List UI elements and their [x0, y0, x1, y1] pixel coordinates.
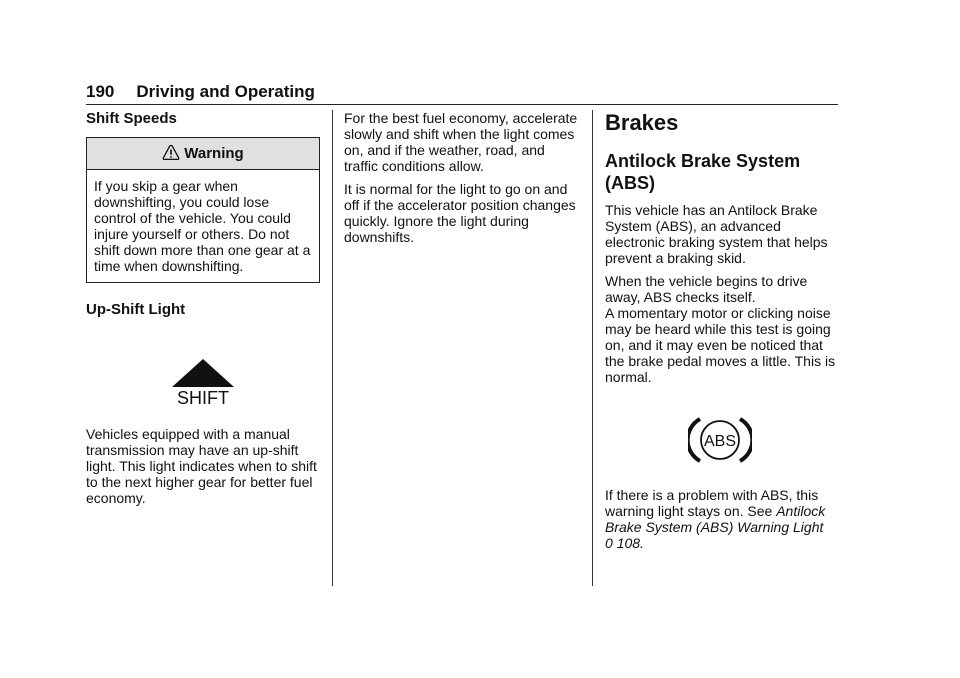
column-divider	[332, 110, 333, 586]
warning-box	[86, 137, 320, 283]
upshift-description: Vehicles equipped with a manual transmission may have an up-shift light. This light indicates when to shift to the next higher gear for better fuel economy.	[86, 426, 317, 506]
column-1	[86, 110, 320, 513]
abs-intro-paragraph: This vehicle has an Antilock Brake System (ABS), an advanced electronic braking system that helps prevent a braking skid.	[605, 202, 828, 266]
light-behavior-paragraph: It is normal for the light to go on and off if the accelerator position changes quickly. Ignore the light during downshifts.	[344, 181, 576, 245]
abs-icon-label: ABS	[703, 433, 737, 450]
warning-icon	[162, 144, 180, 161]
abs-warning-light-icon	[688, 415, 752, 465]
shift-speeds-heading: Shift Speeds	[86, 110, 177, 127]
column-divider	[592, 110, 593, 586]
warning-text: If you skip a gear when downshifting, you could lose control of the vehicle. You could injure yourself or others. Do not shift down more than one gear at a time when downshifting.	[94, 178, 311, 274]
upshift-light-heading: Up-Shift Light	[86, 301, 186, 318]
abs-problem-text: If there is a problem with ABS, this warning light stays on. See	[605, 487, 819, 519]
section-name: Driving and Operating	[136, 82, 315, 101]
page-number: 190	[86, 82, 115, 101]
column-2	[344, 110, 578, 252]
shift-light-icon	[171, 358, 235, 406]
abs-warning-light-link[interactable]: Antilock Brake System (ABS) Warning Light	[605, 503, 826, 535]
shift-icon-label: SHIFT	[177, 388, 229, 406]
fuel-economy-paragraph: For the best fuel economy, accelerate slowly and shift when the light comes on, and if the weather, road, and traffic conditions allow.	[344, 110, 578, 174]
warning-title: Warning	[184, 145, 244, 162]
page-ref-symbol: 0	[605, 535, 613, 551]
column-3	[605, 110, 841, 558]
abs-self-check-paragraph: When the vehicle begins to drive away, ABS checks itself.	[605, 273, 808, 305]
abs-subsection-title: Antilock Brake System (ABS)	[605, 151, 801, 193]
abs-problem-paragraph	[605, 487, 841, 551]
page-ref-number[interactable]: 108.	[616, 535, 644, 551]
warning-header	[87, 138, 319, 170]
page-header	[86, 82, 838, 105]
brakes-section-title: Brakes	[605, 110, 679, 135]
abs-noise-paragraph: A momentary motor or clicking noise may be heard while this test is going on, and it may even be noticed that the brake pedal moves a little. This is normal.	[605, 305, 836, 385]
